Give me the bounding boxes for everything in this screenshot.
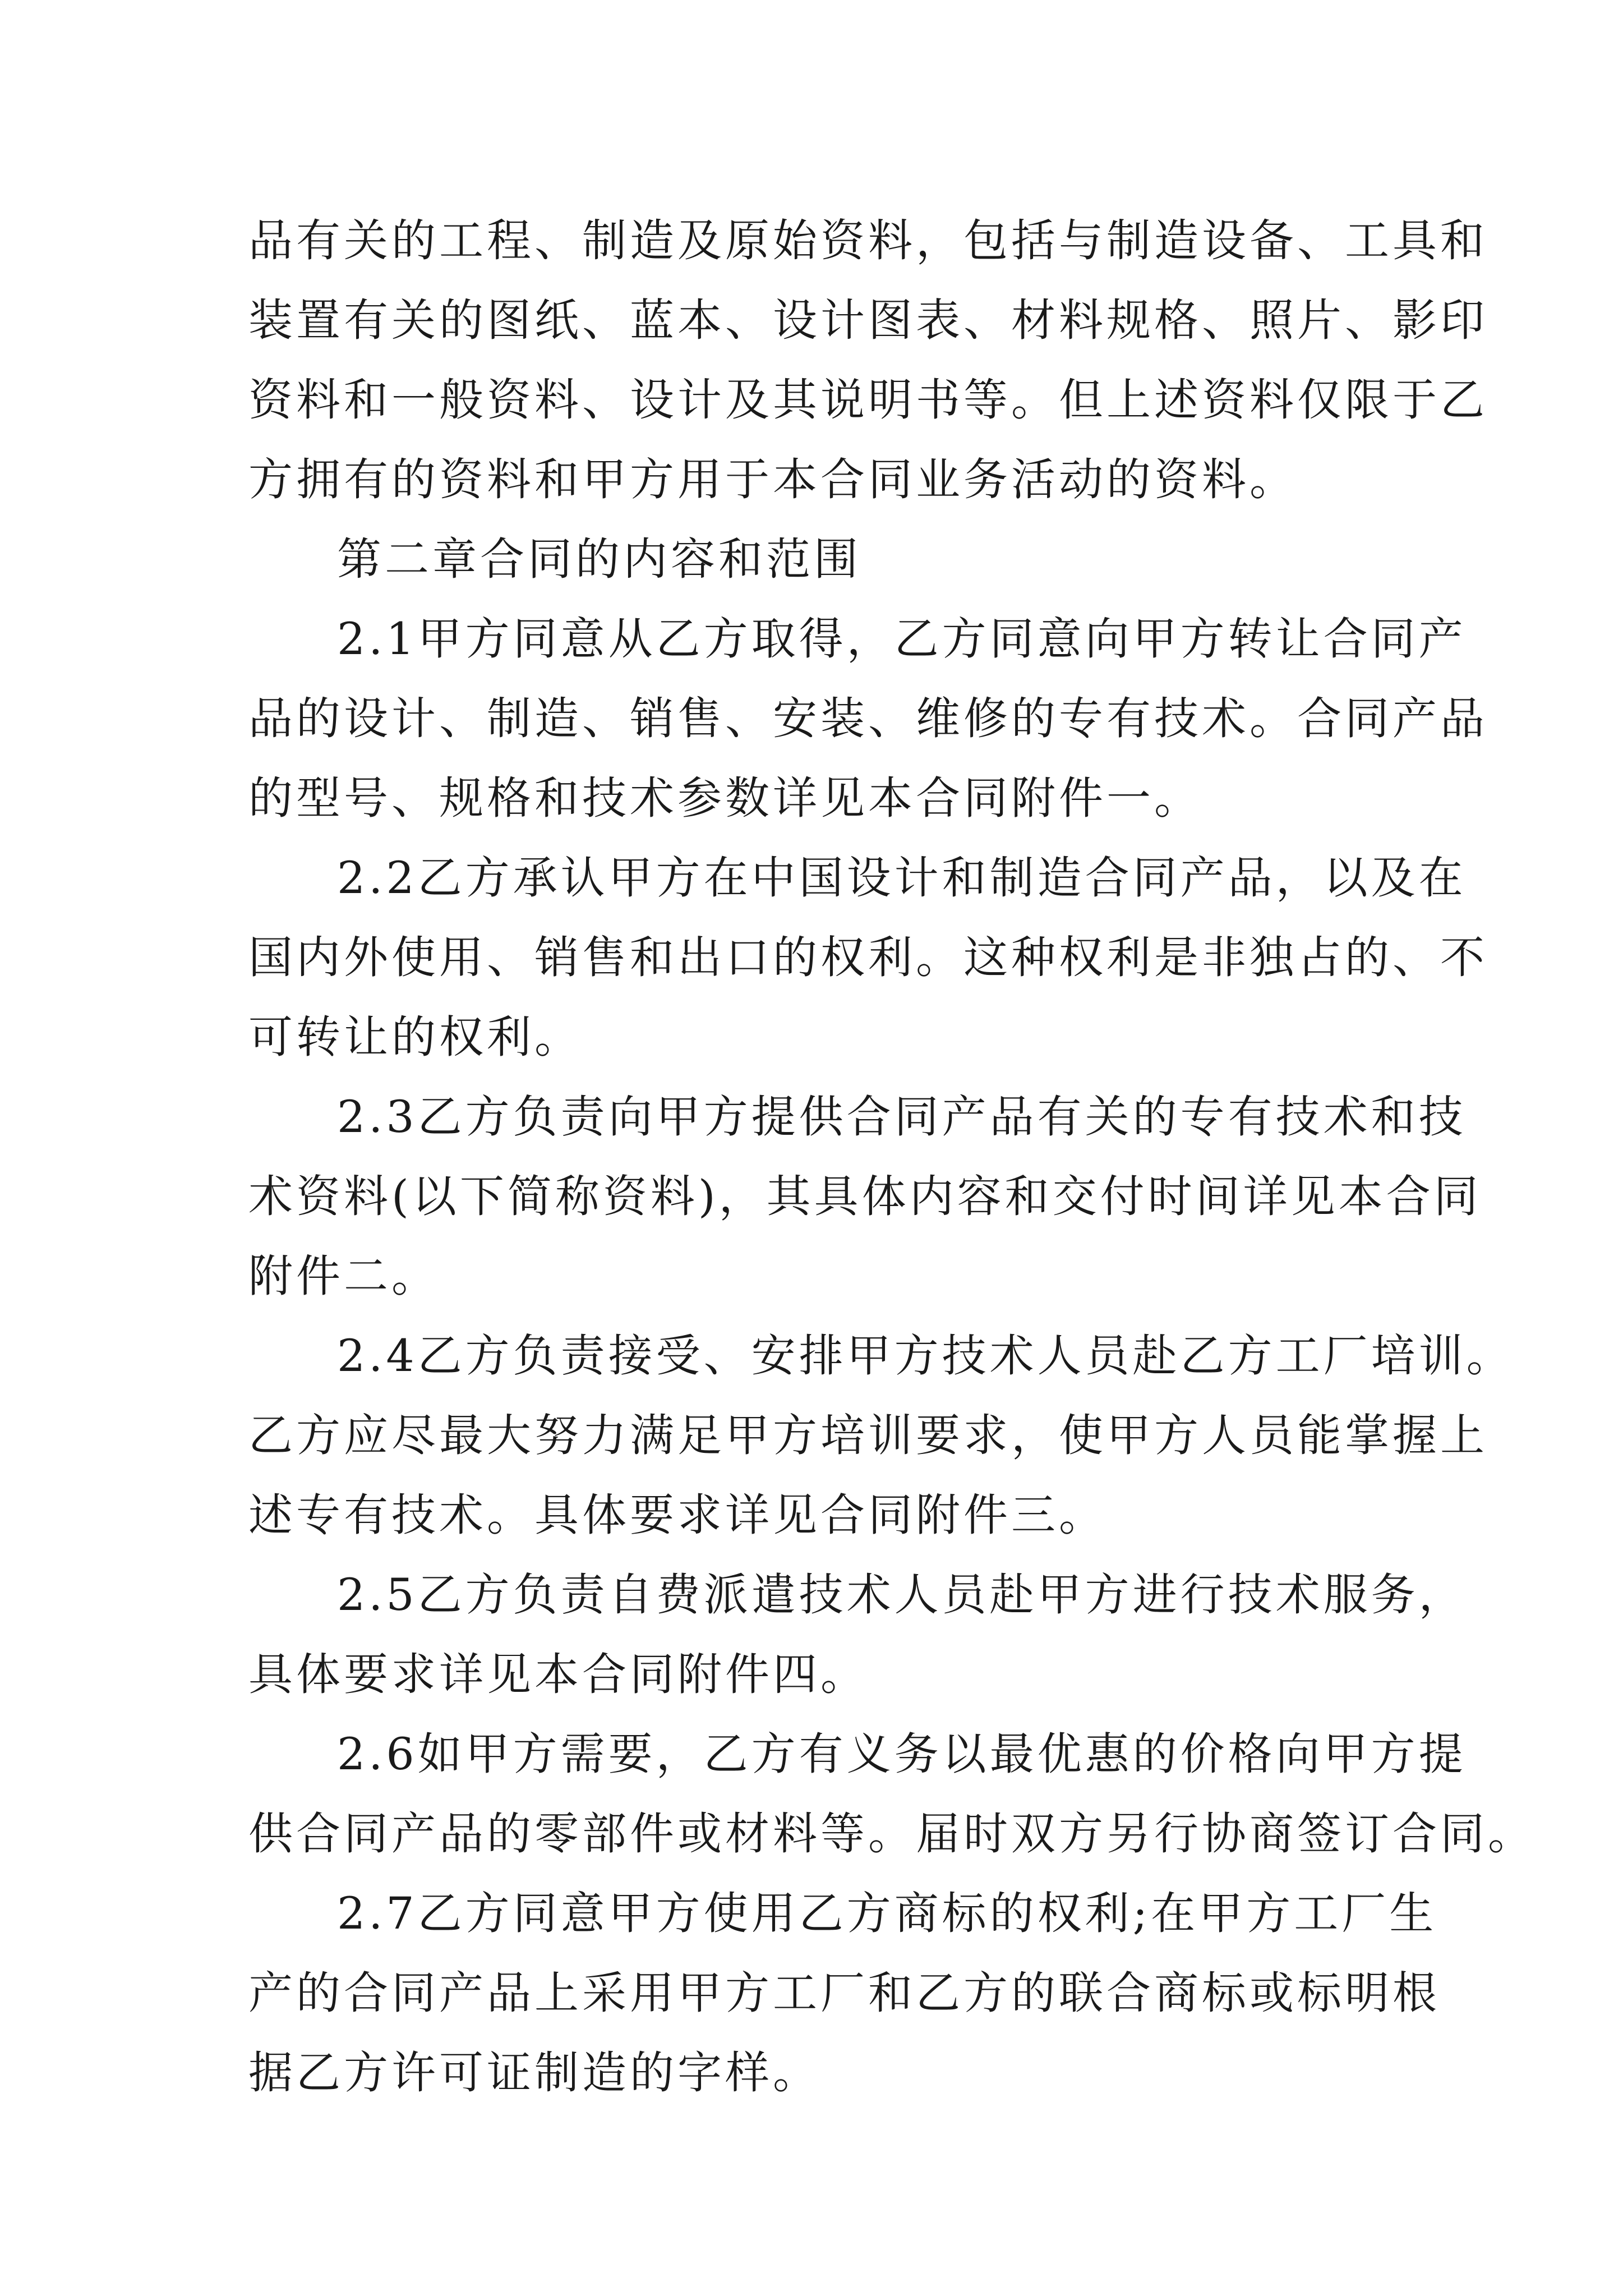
text-line: 据乙方许可证制造的字样。	[248, 2047, 820, 2099]
clause-2-3-start: 2.3乙方负责向甲方提供合同产品有关的专有技术和技	[337, 1091, 1467, 1143]
text-line: 术资料(以下简称资料)，其具体内容和交付时间详见本合同	[248, 1171, 1482, 1222]
text-line: 述专有技术。具体要求详见合同附件三。	[248, 1489, 1106, 1541]
text-line: 方拥有的资料和甲方用于本合同业务活动的资料。	[248, 454, 1297, 505]
text-line: 具体要求详见本合同附件四。	[248, 1649, 868, 1700]
text-line: 品的设计、制造、销售、安装、维修的专有技术。合同产品	[248, 693, 1488, 744]
document-body	[248, 201, 1536, 2113]
text-line: 乙方应尽最大努力满足甲方培训要求，使甲方人员能掌握上	[248, 1410, 1488, 1461]
text-line: 供合同产品的零部件或材料等。届时双方另行协商签订合同。	[248, 1808, 1536, 1860]
clause-2-6-start: 2.6如甲方需要，乙方有义务以最优惠的价格向甲方提	[337, 1728, 1467, 1780]
text-line: 附件二。	[248, 1250, 439, 1302]
chapter-heading: 第二章合同的内容和范围	[337, 533, 861, 585]
text-line: 国内外使用、销售和出口的权利。这种权利是非独占的、不	[248, 932, 1488, 983]
text-line: 产的合同产品上采用甲方工厂和乙方的联合商标或标明根	[248, 1967, 1440, 2019]
clause-2-2-start: 2.2乙方承认甲方在中国设计和制造合同产品，以及在	[337, 852, 1467, 904]
text-line: 品有关的工程、制造及原始资料，包括与制造设备、工具和	[248, 215, 1488, 266]
clause-2-7-start: 2.7乙方同意甲方使用乙方商标的权利;在甲方工厂生	[337, 1888, 1437, 1939]
clause-2-1-start: 2.1甲方同意从乙方取得，乙方同意向甲方转让合同产	[337, 613, 1467, 665]
clause-2-5-start: 2.5乙方负责自费派遣技术人员赴甲方进行技术服务，	[337, 1569, 1467, 1621]
text-line: 装置有关的图纸、蓝本、设计图表、材料规格、照片、影印	[248, 295, 1488, 346]
text-line: 的型号、规格和技术参数详见本合同附件一。	[248, 772, 1202, 824]
text-line: 可转让的权利。	[248, 1011, 582, 1063]
text-line: 资料和一般资料、设计及其说明书等。但上述资料仅限于乙	[248, 374, 1488, 426]
clause-2-4-start: 2.4乙方负责接受、安排甲方技术人员赴乙方工厂培训。	[337, 1330, 1514, 1382]
